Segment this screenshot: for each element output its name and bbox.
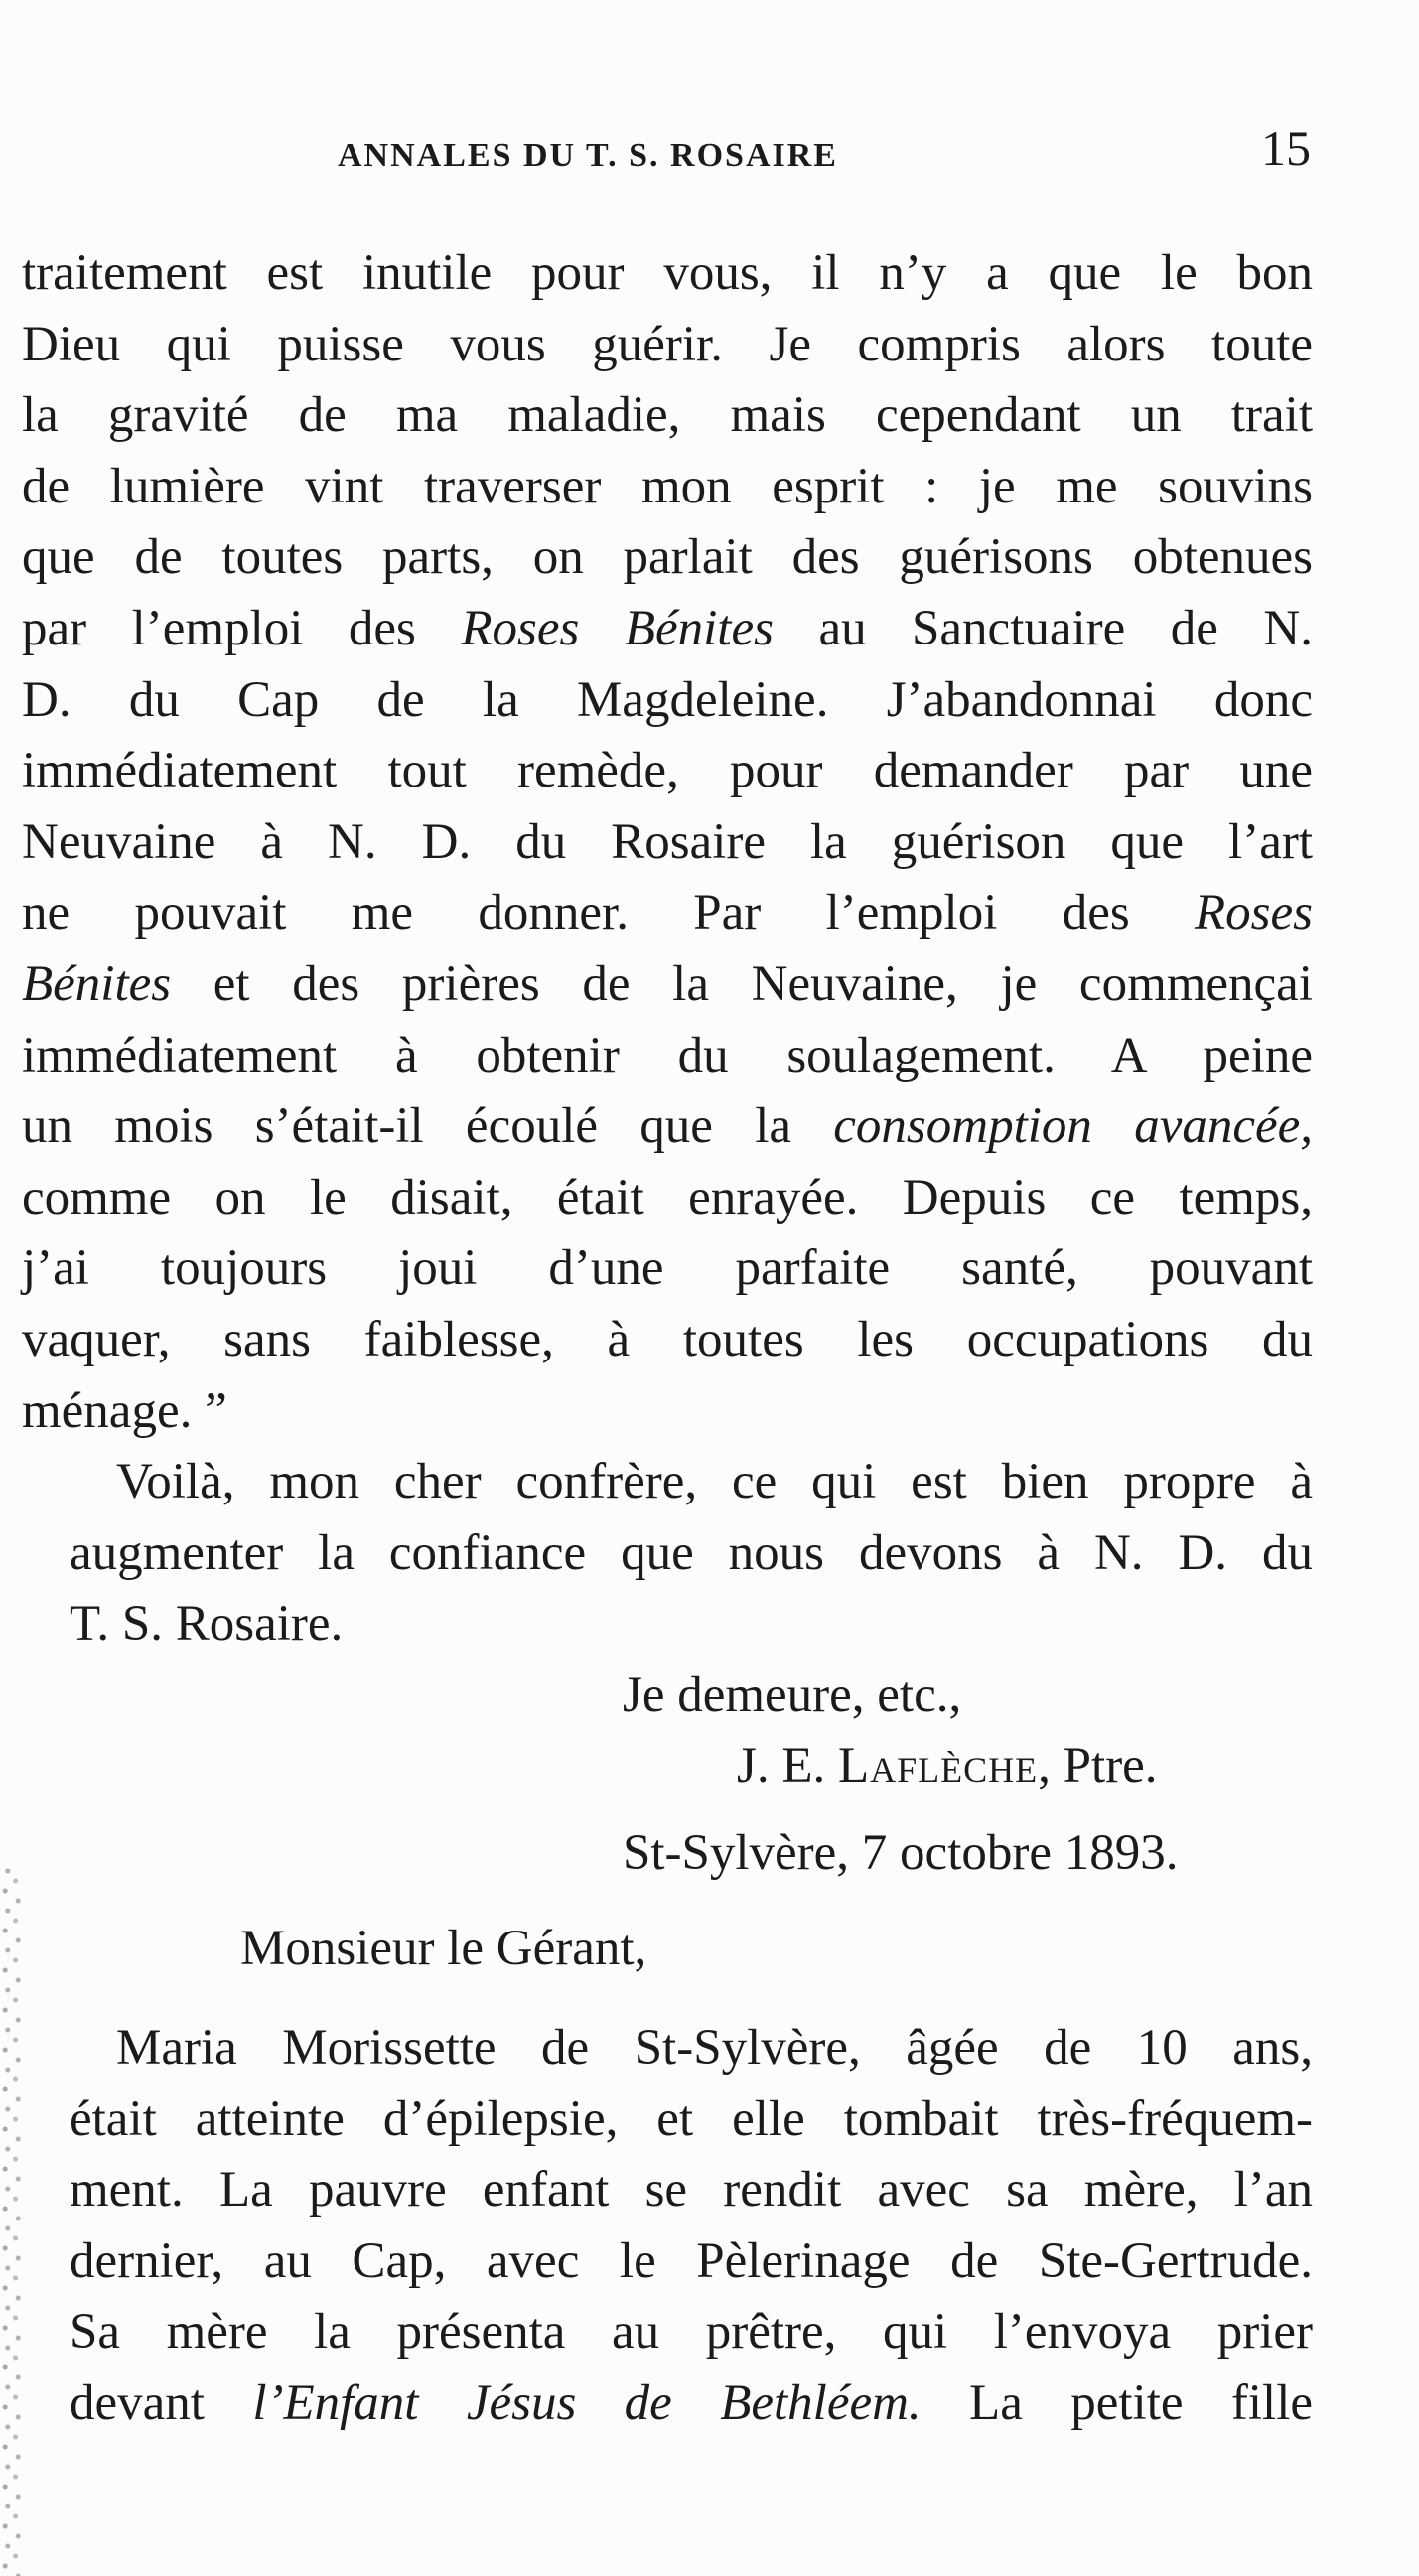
italic-run: Bénites: [22, 955, 172, 1012]
text-line: augmenter la confiance que nous devons à N. D. du: [70, 1524, 1313, 1581]
page-header: [338, 119, 1311, 199]
text-line: [22, 1091, 1313, 1163]
italic-run: consomption avancée,: [833, 1098, 1314, 1155]
text-line: traitement est inutile pour vous, il n’y a que le bon: [22, 245, 1313, 301]
text-line: de lumière vint traverser mon esprit : je me souvins: [22, 458, 1313, 514]
text-line: j’ai toujours joui d’une parfaite santé, pouvant: [22, 1240, 1313, 1297]
signature-initials: J. E.: [737, 1738, 838, 1794]
text-line: dernier, au Cap, avec le Pèlerinage de Ste-Gertrude.: [70, 2232, 1313, 2289]
signature: [22, 1731, 1313, 1802]
text-line: immédiatement tout remède, pour demander par une: [22, 743, 1313, 799]
italic-run: Roses Bénites: [461, 600, 774, 656]
salutation: Monsieur le Gérant,: [240, 1921, 647, 1977]
text-line: D. du Cap de la Magdeleine. J’abandonnai donc: [22, 671, 1313, 728]
body-text: [22, 238, 1313, 2440]
text-line: [22, 594, 1313, 665]
text-line: la gravité de ma maladie, mais cependant un trait: [22, 387, 1313, 444]
text-line: [22, 878, 1313, 949]
text-line: comme on le disait, était enrayée. Depuis ce temps,: [22, 1169, 1313, 1225]
text-line: Dieu qui puisse vous guérir. Je compris alors toute: [22, 316, 1313, 372]
text-run: au Sanctuaire de N.: [773, 600, 1313, 656]
signature-title: , Ptre.: [1038, 1738, 1158, 1794]
dateline: St-Sylvère, 7 octobre 1893.: [623, 1825, 1179, 1882]
text-run: un mois s’était-il écoulé que la: [22, 1098, 834, 1155]
text-run: La petite fille: [921, 2375, 1314, 2432]
text-run: devant: [70, 2375, 253, 2432]
text-line: Sa mère la présenta au prêtre, qui l’envoya prier: [70, 2304, 1313, 2361]
text-line: [22, 949, 1313, 1021]
text-run: ne pouvait me donner. Par l’emploi des: [22, 885, 1196, 941]
text-line: immédiatement à obtenir du soulagement. A peine: [22, 1027, 1313, 1083]
italic-run: l’Enfant Jésus de Bethléem.: [252, 2375, 922, 2432]
page-number: 15: [1261, 120, 1311, 176]
text-line: ment. La pauvre enfant se rendit avec sa mère, l’an: [70, 2162, 1313, 2218]
text-line: T. S. Rosaire.: [70, 1596, 344, 1652]
text-line: que de toutes parts, on parlait des guérisons obtenues: [22, 529, 1313, 586]
text-run: par l’emploi des: [22, 600, 462, 656]
closing-line: Je demeure, etc.,: [623, 1666, 962, 1723]
text-run: et des prières de la Neuvaine, je commençai: [171, 955, 1313, 1012]
text-line: [22, 2368, 1313, 2440]
text-line: Maria Morissette de St-Sylvère, âgée de 10 ans,: [116, 2020, 1313, 2076]
text-line: Neuvaine à N. D. du Rosaire la guérison que l’art: [22, 813, 1313, 870]
text-line: Voilà, mon cher confrère, ce qui est bien propre à: [116, 1454, 1313, 1510]
text-line: vaquer, sans faiblesse, à toutes les occupations du: [22, 1311, 1313, 1367]
italic-run: Roses: [1195, 885, 1313, 941]
text-line: ménage. ”: [22, 1382, 227, 1439]
text-line: était atteinte d’épilepsie, et elle tombait très-fréquem-: [70, 2090, 1313, 2147]
signature-name: Laflèche: [838, 1738, 1039, 1794]
running-title: ANNALES DU T. S. ROSAIRE: [338, 137, 838, 174]
